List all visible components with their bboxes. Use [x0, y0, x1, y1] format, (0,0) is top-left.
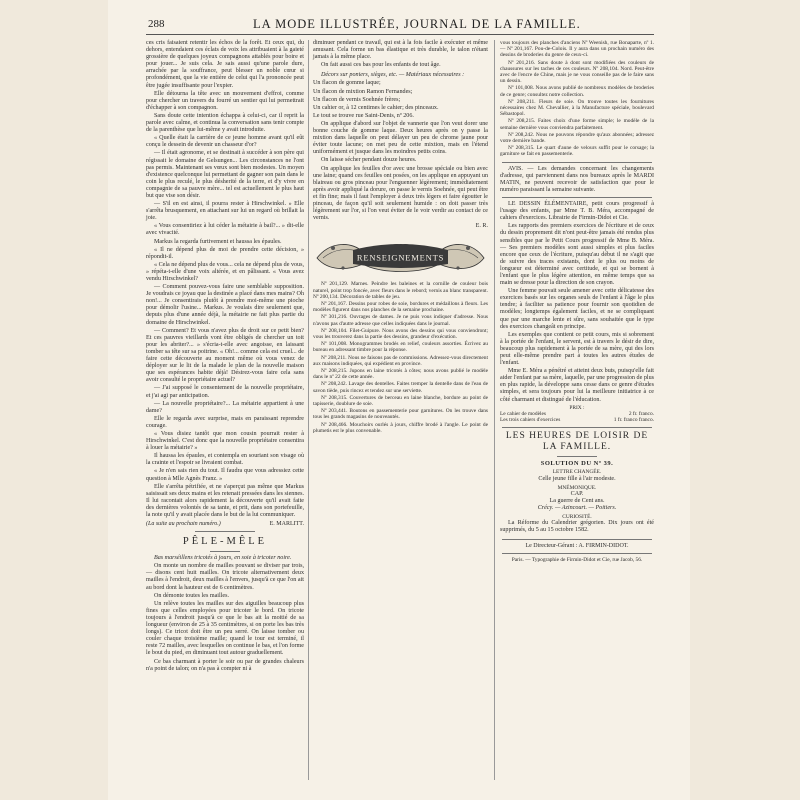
- note-item: Nº 201,129. Marnes. Peindre les baleines et la cornille de couleur bois naturel, point trop foncée, avec fleurs dans le rebord; vernis au blanc transparent. Nº 200,134. Décoration de tables de jeu.: [313, 281, 488, 300]
- paragraph: Elle s'arrêta pétrifiée, et ne s'aperçut pas même que Markus saisissait ses deux mains et les retenait pressées dans les siennes. Il lui racontait alors rapidement la découverte qu'il avait faite des dernières volontés de sa tante, et prit, dans son portefeuille, la note qu'il y avait placée dans le but de la lui communiquer.: [146, 483, 304, 518]
- list-item: Le tout se trouve rue Saint-Denis, nº 206.: [313, 112, 414, 119]
- note-item: Nº 208,242. Lavage des dentelles. Faites tremper la dentelle dans de l'eau de savon tiède, puis rincez et tendez sur une serviette.: [313, 381, 488, 394]
- renseignements-notes: [313, 281, 488, 434]
- renseignements-banner: [313, 236, 488, 276]
- solution-title: SOLUTION DU Nº 39.: [540, 460, 614, 468]
- running-title: LA MODE ILLUSTRÉE, JOURNAL DE LA FAMILLE.: [253, 17, 581, 31]
- section-rule: [210, 551, 240, 552]
- paragraph: Ce bas charmant à porter le soir ou par de grandes chaleurs n'a point de talon; on n'a pas à compter ni à: [146, 658, 304, 672]
- section-title-pele-mele: PÊLE-MÊLE: [182, 536, 268, 548]
- list-item: Un cahier or, à 12 centimes le cahier; des pinceaux.: [313, 104, 439, 111]
- director-credit: Le Directeur-Gérant : A. FIRMIN-DIDOT.: [525, 542, 629, 549]
- section-rule: [502, 427, 652, 428]
- section-rule: [502, 162, 652, 163]
- page-number: 288: [148, 18, 165, 30]
- section-rule: [557, 456, 597, 457]
- guerre-subtext: Crécy. — Azincourt. — Poitiers.: [537, 505, 617, 512]
- signature: E. R.: [475, 223, 488, 230]
- subhead: Bas marséillens tricotés à jours, en soie à tricoter noire.: [154, 555, 292, 562]
- list-item: Un flacon de mixtion Ramon Fernandes;: [313, 88, 413, 95]
- paragraph: Un relève toutes les mailles sur des aiguilles beaucoup plus fines que celles employées pour tricoter le bord. On tricote toujours à l'endroit jusqu'à ce que le bas ait la moitié de sa longueur (environ de 25 à 35 centimètres, si on porte les bas très longs). Ce tricot doit être un peu serré. On laisse tomber ou couler chaque troisième maille; quand le tour est terminé, il reste 72 mailles, avec lesquelles on continue le bas, et l'on forme le bout du pied, en diminuant tout autour graduellement.: [146, 600, 304, 657]
- note-item: Nº 101,008. Nous avons publié de nombreux modèles de broderies de ce genre; consultez notre collection.: [500, 85, 654, 98]
- section-rule: [502, 539, 652, 540]
- note-item: Nº 201,167. Dessins pour robes de soie, bordures et médaillons à fleurs. Les modèles figurent dans nos planches de la semaine prochaine.: [313, 300, 488, 314]
- column-1: [146, 40, 304, 674]
- price-value: 2 fr. franco.: [628, 410, 654, 417]
- paragraph: Elle le regarda avec surprise, mais en paraissant reprendre courage.: [146, 415, 304, 429]
- column-divider-2: [494, 40, 495, 780]
- paragraph: — La nouvelle propriétaire?... La métairie appartient à une dame?: [146, 400, 304, 414]
- curiosite-label: CURIOSITÉ.: [562, 514, 592, 521]
- price-value: 1 fr. franco franco.: [613, 417, 654, 424]
- lettre-text: Celle jeune fille à l'air modeste.: [538, 475, 616, 482]
- paragraph: Elle détourna la tête avec un mouvement d'effroi, comme pour chercher un travers du fourré un sentier qui lui permettrait d'échapper à son compagnon.: [146, 90, 304, 111]
- price-label: Le cahier de modèles: [500, 410, 546, 417]
- note-item: Nº 208,215. Jupons en laine tricotés à côtes; nous avons publié le modèle dans le nº 22 de cette année.: [313, 367, 488, 381]
- list-item: Un flacon de vernis Soehnée frères;: [313, 96, 401, 103]
- note-item: Nº 208,211. Fleurs de soie. On trouve toutes les fournitures nécessaires chez M. Chevallier, à la Manufacture spéciale, boulevard Sébastopol.: [500, 98, 654, 118]
- dessin-announcement: LE DESSIN ÉLÉMENTAIRE, petit cours progressif à l'usage des enfants, par Mme T. B. Méra, accompagné de cahiers d'exercices. Librairie de Firmin-Didot et Cie.: [500, 201, 654, 222]
- to-be-continued: (La suite au prochain numéro.): [146, 521, 221, 528]
- note-item: Nº 208,466. Mouchoirs ourlés à jours, chiffre brodé à l'angle. Le point de plumetis est le plus convenable.: [313, 421, 488, 434]
- renseignements-continued: [500, 40, 654, 158]
- header-rule: [146, 34, 654, 35]
- paragraph: Markus la regarda furtivement et haussa les épaules.: [154, 238, 282, 245]
- section-rule: [502, 197, 652, 198]
- materials-list: [313, 80, 488, 119]
- price-list: [500, 411, 654, 423]
- paragraph: Les exemples que contient ce petit cours, mis si sobrement à la portée de l'enfant, le servent, est à travers le désir de dire, beaucoup plus rapidement à la portée de sa mère, qui des lors peut elle-même prendre part à toutes les autres études de l'enfant.: [500, 331, 654, 367]
- section-rule: [502, 553, 652, 554]
- paragraph: Sans doute cette intention échappa à celui-ci, car il reprit la parole avec calme, et continua la conversation sans tenir compte de la parenthèse que lui-même y avait introduite.: [146, 112, 304, 134]
- paragraph: diminuer pendant ce travail, qui est à la fois facile à exécuter et même amusant. Cela forme un bas élastique et très durable, le talon n'étant jamais à la même place.: [313, 40, 488, 61]
- curiosite-text: La Réforme du Calendrier grégorien. Dix jours ont été supprimés, du 5 au 15 octobre 1582.: [500, 520, 654, 534]
- note-item: vous toujours des planches d'anciens Nº Weenish, rue Bonaparte, nº 1. — Nº 201,167. Pou-de-Colois. Il y aura dans un prochain numéro des dessins de broderies du genre de ceux-ci.: [500, 40, 654, 59]
- column-3: [500, 40, 654, 563]
- paragraph: « Je n'en sais rien du tout. Il faudra que vous adressiez cette question à Mlle Agnès Franz. »: [146, 468, 304, 482]
- note-item: Nº 208,242. Nous ne pouvons répondre qu'aux abonnées; adressez votre dernière bande.: [500, 131, 654, 145]
- banner-title: RENSEIGNEMENTS: [356, 252, 445, 263]
- paragraph: « Cela ne dépend plus de vous... cela ne dépend plus de vous, » répéta-t-elle d'une voix altérée, et en pâlissant. « Vous avez vendu Hirschwinkel?: [146, 261, 304, 282]
- ornament-banner-icon: [313, 236, 488, 276]
- section-rule: [195, 531, 255, 532]
- paragraph: « Quelle était la carrière de ce jeune homme avant qu'il eût conçu le dessein de devenir un chasseur d'or?: [146, 135, 304, 149]
- note-item: Nº 101,008. Monogrammes brodés en relief, couleurs assorties. Écrivez au bureau en adressant timbre pour la réponse.: [313, 341, 488, 354]
- note-item: Nº 208,211. Nous ne faisons pas de commissions. Adressez-vous directement aux maisons indiquées, qui expédient en province.: [313, 354, 488, 367]
- paragraph: On fait aussi ces bas pour les enfants de tout âge.: [321, 62, 441, 69]
- prix-label: PRIX :: [569, 404, 585, 411]
- paragraph: On laisse sécher pendant douze heures.: [321, 157, 417, 164]
- price-label: Les trois cahiers d'exercices: [500, 417, 561, 424]
- paragraph: On monte un nombre de mailles pouvant se diviser par trois, — disons cent huit mailles. On tricote alternativement deux mailles à l'endroit, deux mailles à l'envers, jusqu'à ce que l'on ait au bord dont la hauteur est de 6 centimètres.: [146, 563, 304, 591]
- paragraph: ces cris faisaient retentir les échos de la forêt. Et ceux qui, du dehors, entendaient ces éclats de voix les attribuaient à la gaieté grossière de quelques joyeux compagnons attablés pour boire et pour jouer... Je suis cela. Je sais aussi qu'une parole dure, arrachée par la souffrance, peut blesser un noble cœur si profondément, que la vie entière de celui qui l'a prononcée peut être jugée insuffisante pour l'expier.: [146, 40, 304, 89]
- paragraph: Il haussa les épaules, et contempla en souriant son visage où la crainte et l'espoir se livraient combat.: [146, 453, 304, 467]
- note-item: Nº 203,441. Boutons en passementerie pour garnitures. On les trouve dans tous les grands magasins de nouveautés.: [313, 408, 488, 421]
- paragraph: « Il ne dépend plus de moi de prendre cette décision, » répondit-il.: [146, 246, 304, 260]
- imprint: Paris. — Typographie de Firmin-Didot et Cie, rue Jacob, 56.: [511, 556, 643, 563]
- mnemonique-text: CAP.: [570, 490, 584, 497]
- page-header: [108, 18, 690, 32]
- lettre-label: LETTRE CHANGÉE.: [552, 469, 602, 476]
- note-item: Nº 208,315. Couvertures de berceau en laine blanche, bordure au point de tapisserie, doublure de soie.: [313, 394, 488, 407]
- note-item: Nº 208,315. Le quart d'aune de velours suffit pour le corsage; la garniture se fait en passementerie.: [500, 145, 654, 158]
- paragraph: « Vous consentiriez à lui céder la métairie à bail?... » dit-elle avec vivacité.: [146, 223, 304, 237]
- paragraph: — Comment? Et vous n'avez plus de droit sur ce petit bien? Et ces pauvres vieillards vont être obligés de chercher un toit pour les abriter?... » s'écria-t-elle avec angoisse, en laissant tomber sa tête sur sa poitrine. « Oh!... comme cela est cruel... de faire cette découverte au moment même où vous venez de déployer sur le lit de la malade le plan de la nouvelle maison que ses espérances habite déjà! Désirez-vous faire cela sans avoir consulté le propriétaire actuel?: [146, 327, 304, 384]
- paragraph: On applique les feuilles d'or avec une brosse spéciale ou bien avec une laine; quand ces feuilles ont posées, on les applique en appuyant un blaireau ou gros pinceau pour l'enguenner légèrement; immédiatement après avoir appliqué la dorure, on passe le vernis Soehnée, qui peut être et fin fine; mais il faut l'employer à deux très légers et faire égoutter le pinceau, de façon qu'il soit seulement humide : on doit passer très légèrement sur l'or, si l'on veut éviter de le voir verdir au contact de ce vernis.: [313, 165, 488, 222]
- paragraph: On démonte toutes les mailles.: [154, 592, 229, 599]
- paragraph: « Vous disiez tantôt que mon cousin pourrait rester à Hirschwinkel. C'est donc que la nouvelle propriétaire consentira à louer la métairie? »: [146, 430, 304, 452]
- list-item: Un flacon de gomme laque;: [313, 80, 381, 87]
- paragraph: — S'il en est ainsi, il pourra rester à Hirschwinkel. » Elle s'arrêta brusquement, en attachant sur lui un regard où brillait la joie.: [146, 201, 304, 222]
- price-row: [500, 417, 654, 423]
- paragraph: Une femme pouvait seule amener avec cette délicatesse des exercices basés sur les organes seuls de l'enfant à l'âge le plus tendre; à faciliter sa patience pour fournir son quotidien de modèles; longtemps également faciles, et ne se compliquant que par une marche lente et sûre, sans souhaitée que le type des exercices changeât en principe.: [500, 288, 654, 330]
- mnemonique-label: MNÉMONIQUE.: [557, 484, 597, 491]
- subhead: Décors sur poniers, sièges, etc. — Matériaux nécessaires :: [321, 72, 465, 79]
- note-item: Nº 301,216. Ouvrages de dames. Je ne puis vous indiquer d'adresse. Nous n'avons pas d'autre adresse que celles indiquées dans le journal.: [313, 314, 488, 327]
- paragraph: On applique d'abord sur l'objet de vannerie que l'on veut dorer une bonne couche de gomme laque. Deux heures après on y passe la mixtion dans laquelle on peut délayer un peu de chrome jaune pour éviter toute lacune; on met peu de cette mixtion, mais en l'étend uniformément et jusque dans les moindres petits coins.: [313, 120, 488, 156]
- avis-notice: AVIS. — Les demandes concernant les changements d'adresse, qui parviennent dans nos bureaux après le MARDI MATIN, ne peuvent recevoir de satisfaction que pour le numéro paraissant la semaine suivante.: [500, 165, 654, 193]
- note-item: Nº 208,104. Filet-Guipure. Nous avons des dessins qui vous conviendront; vous les trouverez dans la partie des dessins, grandeur d'exécution.: [313, 327, 488, 340]
- note-item: Nº 201,216. Sans doute à dont sont modifiées des couleurs de chaussures sur les taches de ces couleurs. Nº 208,104. Nord. Peut-être avec de l'encre de Chine, mais je ne vous conseille pas de le faire sans un dessin.: [500, 59, 654, 85]
- paragraph: Mme E. Méra a pénétré et atteint deux buts, puisqu'elle fait aider l'enfant par sa mère, laquelle, par une progression de plus en plus rapide, la développe sans cesse dans ce genre d'études simples, et sera toujours pour lui la meilleure initiatrice à ce côté charmant et distingué de l'éducation.: [500, 368, 654, 403]
- paragraph: — J'ai supposé le consentement de la nouvelle propriétaire, et j'ai agi par anticipation.: [146, 385, 304, 399]
- column-divider-1: [308, 40, 309, 780]
- paragraph: Les rapports des premiers exercices de l'écriture et de ceux du dessin proprement dit n'ont peut-être jamais été rendus plus sensibles que par le Petit Cours progressif de Mme B. Méra. — Ses premiers modèles sont aussi simples et plus faciles encore que ceux de l'écriture, puisqu'au début il ne s'agit que de suivre des traces existants, dont le plus ou moins de longueur est déterminé avec certitude, et qui se bornent à l'enfant que le plus légère attention, en même temps que sa main se dresse pour la direction de son crayon.: [500, 223, 654, 287]
- note-item: Nº 208,215. Faites choix d'une forme simple; le modèle de la semaine dernière vous conviendra parfaitement.: [500, 118, 654, 131]
- author: E. MARLITT.: [269, 521, 304, 528]
- paragraph: — Comment pouvez-vous faire une semblable supposition. Je voudrais ce joyau que la destinée a placé dans mes mains? Oh non!... Je consentirais plutôt à prendre moi-même une pioche pour démolir l'usine... Markus. Je voulais dire seulement que, depuis plus d'une année déjà, la métairie ne fait plus partie du domaine de Hirschwinkel.: [146, 284, 304, 326]
- story-signature: [146, 521, 304, 528]
- heures-de-loisir-title: LES HEURES DE LOISIR DE LA FAMILLE.: [505, 431, 649, 453]
- guerre-text: La guerre de Cent ans.: [549, 497, 605, 504]
- column-2: [313, 40, 488, 435]
- paragraph: — Il était agronome, et se destinait à succéder à son père qui régissait le domaine de Gelsungen... Les circonstances ne l'ont pas permis. Maintenant ses vœux sont bien modestes. Un moyen d'existence quelconque lui permettant de gagner son pain dans le coin le plus reculé, le plus désherité de la terre, et d'y vivre en compagnie de sa pauvre mère... tel est actuellement le plus haut but que vise son désir.: [146, 150, 304, 199]
